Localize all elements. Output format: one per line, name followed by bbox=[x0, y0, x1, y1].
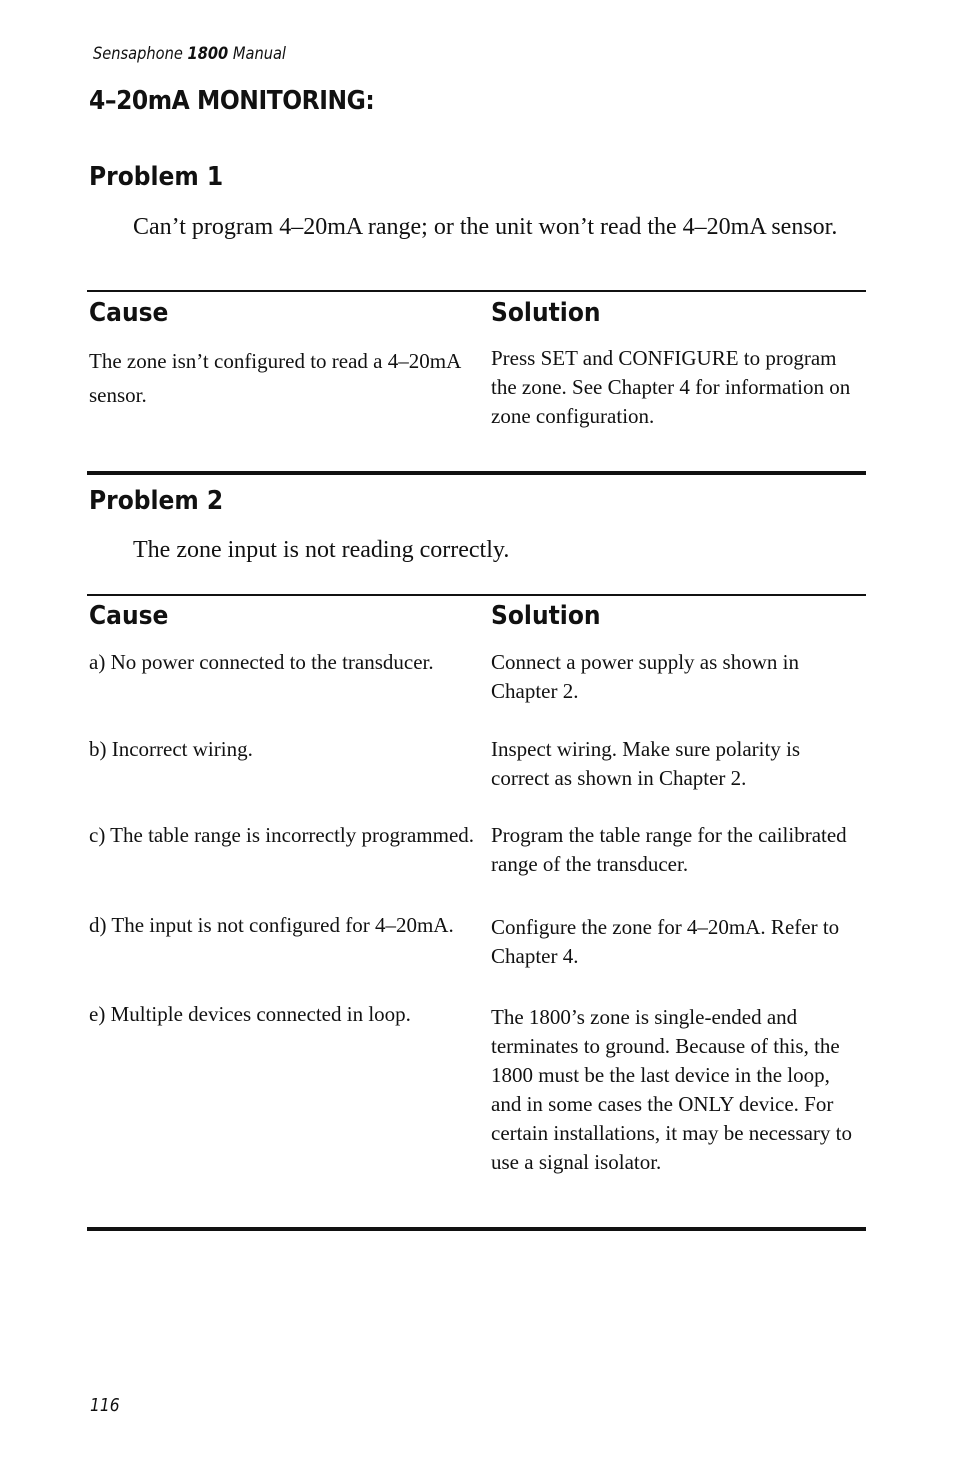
header-prefix: Sensaphone bbox=[93, 44, 183, 64]
problem-2-cause-e: e) Multiple devices connected in loop. bbox=[89, 1002, 411, 1026]
header-suffix: Manual bbox=[232, 44, 287, 64]
problem-1-solution: Press SET and CONFIGURE to program the zone. See Chapter 4 for information on zone configuration. bbox=[491, 346, 851, 428]
problem-2-cause-d: d) The input is not configured for 4–20mA. bbox=[89, 913, 454, 937]
problem-2-cause-a: a) No power connected to the transducer. bbox=[89, 650, 434, 674]
problem-1-title: Problem 1 bbox=[89, 162, 224, 192]
problem-1-solution-heading: Solution bbox=[491, 298, 601, 328]
problem-2-cause-c: c) The table range is incorrectly programmed. bbox=[89, 823, 475, 847]
problem-1-cause-heading: Cause bbox=[89, 298, 169, 328]
problem-1-description: Can’t program 4–20mA range; or the unit won’t read the 4–20mA sensor. bbox=[133, 214, 838, 240]
problem-1-table-top-rule bbox=[87, 290, 866, 292]
section-title: 4–20mA MONITORING: bbox=[89, 86, 375, 116]
running-header bbox=[93, 44, 286, 64]
problem-2-title: Problem 2 bbox=[89, 486, 224, 516]
problem-2-description: The zone input is not reading correctly. bbox=[133, 537, 510, 563]
problem-1-table-bottom-rule bbox=[87, 471, 866, 475]
problem-2-solution-e: The 1800’s zone is single-ended and terminates to ground. Because of this, the 1800 must be the last device in the loop, and in some cases the ONLY device. For certain installations, it may be necessary to use a signal isolator. bbox=[491, 1005, 852, 1174]
header-model: 1800 bbox=[187, 44, 229, 64]
problem-2-cause-b: b) Incorrect wiring. bbox=[89, 737, 253, 761]
problem-2-solution-heading: Solution bbox=[491, 601, 601, 631]
problem-2-solution-b: Inspect wiring. Make sure polarity is correct as shown in Chapter 2. bbox=[491, 737, 801, 790]
problem-2-solution-a: Connect a power supply as shown in Chapter 2. bbox=[491, 650, 799, 703]
problem-2-solution-c: Program the table range for the cailibrated range of the transducer. bbox=[491, 823, 847, 876]
problem-2-solution-d: Configure the zone for 4–20mA. Refer to Chapter 4. bbox=[491, 915, 840, 968]
problem-2-table-top-rule bbox=[87, 594, 866, 596]
page-number: 116 bbox=[90, 1395, 120, 1416]
problem-1-cause: The zone isn’t configured to read a 4–20mA sensor. bbox=[89, 349, 461, 407]
problem-2-cause-heading: Cause bbox=[89, 601, 169, 631]
problem-2-table-bottom-rule bbox=[87, 1227, 866, 1231]
